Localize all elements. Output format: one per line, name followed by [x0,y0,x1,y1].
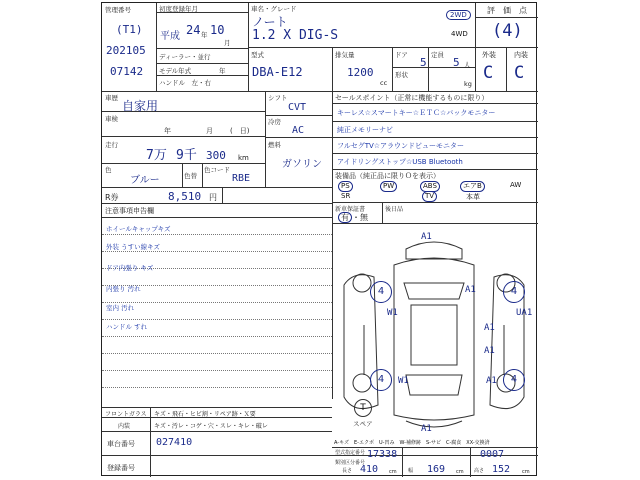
mileage-unit: km [238,154,249,162]
color-code-label: 色コード [204,166,230,174]
year-unit: 年 [201,31,208,39]
reg-no-label: 登録番号 [107,464,135,472]
equip-aw: AW [510,181,522,189]
notes-title: 注意事項申告欄 [105,207,154,215]
first-reg-label: 初度登録年月 [159,5,198,13]
dim-unit-length: cm [389,469,397,475]
damage-legend: A-キズ E-エクボ U-凹み W-補修跡 S-サビ C-腐食 XX-交換済 [334,440,490,446]
note-2: 外装 うすい線キズ [106,243,160,251]
mark-wheel-rr: 4 [503,369,525,391]
equip-pw: PW [380,181,397,192]
dealer-label: ディーラー・並行 [159,53,211,61]
model-year-label: モデル年式 [159,67,192,75]
shift: CVT [288,102,307,113]
mileage-rest: 300 [206,149,226,162]
dim-unit-width: cm [456,469,464,475]
shape-label: 形状 [395,71,408,79]
grade: 1.2 X DIG-S [252,28,339,43]
sales-point-1: キーレス☆スマートキー☆ＥＴＣ☆バックモニター [337,109,496,117]
dim-label-width: 幅 [408,468,414,474]
dim-unit-height: cm [522,469,530,475]
month-unit: 月 [224,39,231,47]
disp-unit: cc [380,79,388,87]
interior-grade: C [514,63,525,83]
height: 152 [492,464,511,475]
note-6: ハンドル すれ [106,323,148,331]
color-label: 色 [105,166,112,174]
car-name-label: 車名・グレード [251,5,297,13]
mileage-label: 走行 [105,141,118,149]
interior-label: 内装 [514,51,528,59]
recycle-label: R券 [105,193,119,202]
mark-front: A1 [421,232,432,242]
interior-row-label: 内装 [118,423,131,430]
recycle-fee: 8,510 [168,190,202,203]
fuel-label: 燃料 [268,141,281,149]
doors-label: ドア [395,51,408,59]
disp-label: 排気量 [335,51,355,59]
use-label: 車歴 [105,94,118,102]
inspection-d: ( 日) [230,127,250,135]
mgmt-no-label: 管理番号 [105,6,131,14]
spare-label: スペア [353,420,373,428]
kg-unit: kg [464,80,472,88]
length: 410 [360,464,379,475]
ac-label: 冷房 [268,118,281,126]
equip-ps: PS [338,181,353,192]
color-code: RBE [232,173,251,184]
exterior-label: 外装 [482,51,496,59]
mgmt-no-2: 07142 [110,65,144,78]
mark-right-door-2: A1 [484,346,495,356]
dim-header-type: 型式指定番号 [335,450,366,456]
mgmt-t: (T1) [116,23,143,36]
first-reg-year: 24 [186,23,201,37]
mark-right-fender: UA1 [516,308,533,318]
chassis-label: 車台番号 [107,440,135,448]
inspection-m: 月 [206,127,213,135]
first-reg-month: 10 [210,23,225,37]
mark-rear: A1 [421,424,432,434]
capacity-unit: 人 [464,61,471,69]
equip-sr: SR [341,192,351,200]
interior-row-text: キズ・汚レ・コゲ・穴・スレ・キレ・破レ [154,423,268,430]
model-year-unit: 年 [219,67,226,75]
mark-left-front-door: W1 [387,308,398,318]
note-4: 内張り 汚れ [106,285,141,293]
equipment-title: 装備品（純正品に限りＯを表示） [335,172,440,180]
model-label: 型式 [251,51,264,59]
equip-leather: 本革 [466,193,480,201]
booklet-label: 後日品 [385,206,404,213]
equip-airbag: エアB [460,181,485,192]
auction-sheet [101,2,537,476]
class-no: 0007 [480,449,505,460]
chassis-no: 027410 [156,437,193,448]
car-name: ノート [252,15,288,29]
doors: 5 [420,56,427,69]
color: ブルー [130,175,160,186]
cert-label: 新車保証書 [335,206,366,213]
note-3: ドア内張り キズ [106,264,154,272]
inspection-y: 年 [164,127,171,135]
spare-mark: T [354,399,372,417]
mark-hood: A1 [465,285,476,295]
mark-right-rear: A1 [486,376,497,386]
dim-label-height: 高さ [474,468,485,474]
displacement: 1200 [347,66,374,79]
note-1: ホイールキャップキズ [106,225,171,233]
type-designation: 17338 [367,449,398,460]
capacity-label: 定員 [431,51,444,59]
mark-wheel-fr: 4 [503,281,525,303]
sales-point-3: フルセグTV☆アラウンドビューモニター [337,142,465,150]
inspection-label: 車検 [105,115,118,123]
dim-header-class: 類別区分番号 [335,460,366,466]
score-label: 評 価 点 [487,6,527,15]
mark-left-rear: W1 [398,376,409,386]
sales-point-2: 純正メモリーナビ [337,126,393,134]
ac: AC [292,125,305,136]
windshield-text: キズ・飛石・ヒビ割・リペア跡・Ｘ要 [154,411,256,418]
equip-abs: ABS [420,181,440,192]
equip-tv: TV [422,191,437,202]
handle-label: ハンドル 左・右 [159,79,211,87]
cert-value: 有 ・無 [338,212,368,223]
mark-right-door-1: A1 [484,323,495,333]
score: (4) [492,21,523,41]
note-5: 室内 汚れ [106,304,135,312]
windshield-label: フロントガラス [105,411,147,418]
exterior-grade: C [483,63,494,83]
mgmt-no-1: 202105 [106,44,146,57]
drive-2wd: 2WD [446,10,471,20]
sales-points-title: セールスポイント（正常に機能するものに限り） [335,94,489,102]
shift-label: シフト [268,94,288,102]
fuel: ガソリン [282,159,322,170]
mileage-sen: 9千 [176,148,197,163]
mark-wheel-rl: 4 [370,369,392,391]
mileage-man: 7万 [146,148,167,163]
color-no-label: 色替 [184,172,197,180]
capacity: 5 [453,56,460,69]
use: 自家用 [122,99,159,113]
dim-label-length: 長さ [342,468,353,474]
first-reg-era: 平成 [160,31,180,42]
drive-4wd: 4WD [451,30,468,38]
width: 169 [427,464,446,475]
model-code: DBA-E12 [252,65,303,79]
sales-point-4: アイドリングストップ☆USB Bluetooth [337,158,463,166]
yen-unit: 円 [209,193,217,202]
mark-wheel-fl: 4 [370,281,392,303]
